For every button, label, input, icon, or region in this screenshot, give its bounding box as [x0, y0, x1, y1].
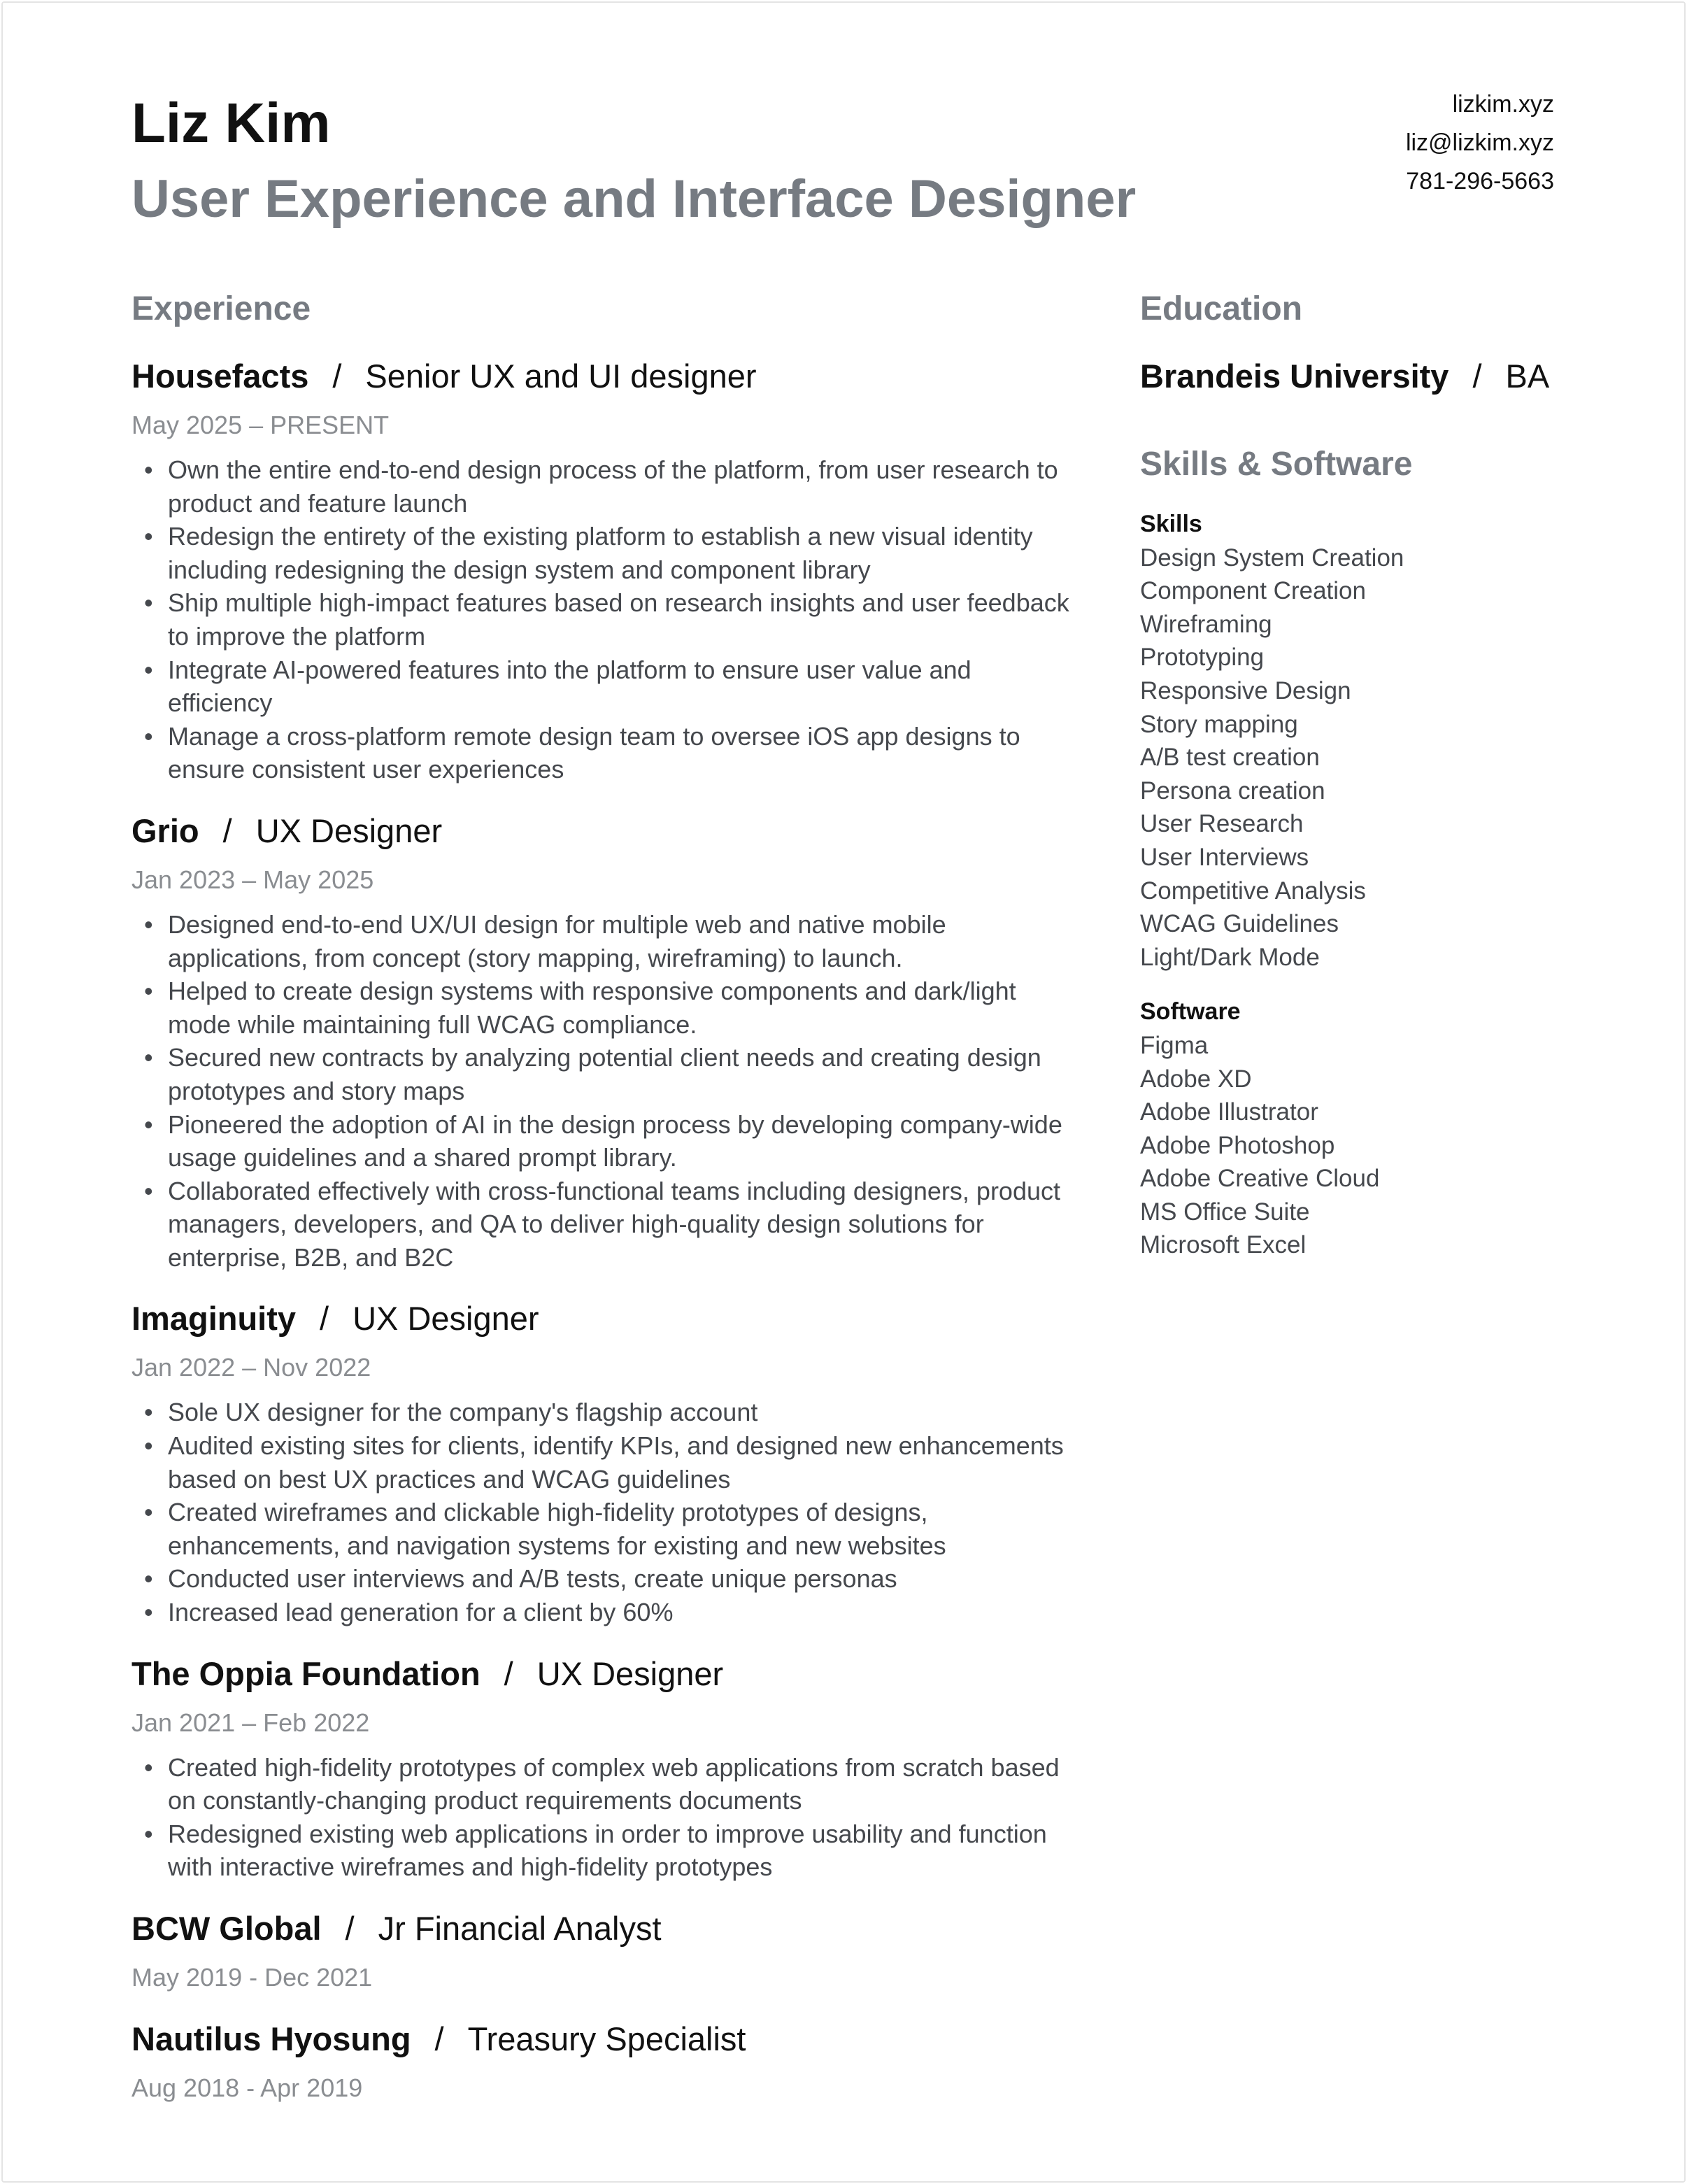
sidebar-column — [1140, 288, 1560, 1262]
software-item: Figma — [1140, 1031, 1209, 1059]
job-heading — [131, 355, 1083, 397]
bullet-item: • Redesigned existing web applications in order to improve usability and function with interactive wireframes and high-fidelity prototypes — [131, 1817, 1083, 1884]
separator: / — [332, 357, 342, 395]
job-dates: Aug 2018 - Apr 2019 — [131, 2073, 363, 2102]
software-item: Adobe Creative Cloud — [1140, 1165, 1380, 1193]
contact-info — [1406, 85, 1554, 201]
skill-item: Prototyping — [1140, 644, 1265, 672]
education-entry — [1140, 355, 1560, 397]
job-dates: Jan 2022 – Nov 2022 — [131, 1353, 371, 1382]
bullet-item: • Audited existing sites for clients, identify KPIs, and designed new enhancements based on best UX practices and WCAG guidelines — [131, 1429, 1083, 1496]
bullet-item: • Manage a cross-platform remote design team to oversee iOS app designs to ensure consistent user experiences — [131, 720, 1083, 786]
job-entry — [131, 1653, 1083, 1884]
job-role: UX Designer — [536, 1654, 724, 1692]
school-name: Brandeis University — [1140, 357, 1449, 395]
bullet-item: • Sole UX designer for the company's flagship account — [131, 1396, 1083, 1429]
bullet-item: • Integrate AI-powered features into the platform to ensure user value and efficiency — [131, 653, 1083, 720]
bullet-item: • Conducted user interviews and A/B tests, create unique personas — [131, 1562, 1083, 1596]
software-item: Adobe XD — [1140, 1065, 1252, 1093]
skill-item: User Interviews — [1140, 843, 1309, 871]
job-heading — [131, 1298, 1083, 1340]
experience-section — [131, 288, 1083, 2105]
software-item: Adobe Photoshop — [1140, 1131, 1335, 1159]
bullet-item: • Redesign the entirety of the existing platform to establish a new visual identity including redesigning the design system and component library — [131, 520, 1083, 586]
separator: / — [504, 1654, 513, 1692]
job-entry — [131, 810, 1083, 1275]
skills-software-heading: Skills & Software — [1140, 446, 1413, 483]
software-item: Adobe Illustrator — [1140, 1098, 1318, 1126]
job-dates: Jan 2023 – May 2025 — [131, 865, 374, 894]
company-name: Housefacts — [131, 357, 309, 395]
skill-item: Component Creation — [1140, 577, 1366, 605]
job-entry — [131, 355, 1083, 786]
skills-list — [1140, 541, 1560, 974]
job-bullets — [131, 453, 1083, 786]
skill-item: Competitive Analysis — [1140, 877, 1366, 905]
job-entry — [131, 1298, 1083, 1629]
skill-item: Design System Creation — [1140, 544, 1404, 572]
skill-item: Persona creation — [1140, 777, 1325, 804]
skill-item: A/B test creation — [1140, 744, 1320, 772]
company-name: The Oppia Foundation — [131, 1654, 481, 1692]
company-name: BCW Global — [131, 1910, 322, 1947]
job-heading — [131, 1653, 1083, 1695]
experience-heading: Experience — [131, 290, 311, 327]
job-entry — [131, 1908, 1083, 1994]
job-role: Senior UX and UI designer — [365, 357, 757, 395]
bullet-item: • Helped to create design systems with responsive components and dark/light mode while maintaining full WCAG compliance. — [131, 974, 1083, 1041]
bullet-item: • Secured new contracts by analyzing potential client needs and creating design prototypes and story maps — [131, 1041, 1083, 1107]
skill-item: Story mapping — [1140, 710, 1298, 738]
job-bullets — [131, 1751, 1083, 1884]
job-dates: May 2025 – PRESENT — [131, 411, 390, 439]
job-role: Treasury Specialist — [467, 2020, 746, 2057]
candidate-name: Liz Kim — [131, 92, 331, 154]
separator: / — [345, 1910, 355, 1947]
bullet-item: • Created wireframes and clickable high-fidelity prototypes of designs, enhancements, and navigation systems for existing and new websites — [131, 1496, 1083, 1562]
skills-label: Skills — [1140, 511, 1202, 537]
job-bullets — [131, 1396, 1083, 1629]
job-heading — [131, 810, 1083, 852]
skill-item: WCAG Guidelines — [1140, 910, 1339, 938]
separator: / — [222, 811, 232, 849]
job-heading — [131, 1908, 1083, 1950]
degree: BA — [1505, 357, 1550, 395]
email-link[interactable]: liz@lizkim.xyz — [1405, 129, 1554, 156]
company-name: Imaginuity — [131, 1300, 297, 1338]
candidate-title: User Experience and Interface Designer — [131, 169, 1137, 229]
company-name: Nautilus Hyosung — [131, 2020, 411, 2057]
separator: / — [434, 2020, 444, 2057]
bullet-item: • Collaborated effectively with cross-functional teams including designers, product managers, developers, and QA to deliver high-quality design solutions for enterprise, B2B, and B2C — [131, 1175, 1083, 1275]
education-heading: Education — [1140, 290, 1303, 327]
software-list — [1140, 1029, 1560, 1262]
bullet-item: • Pioneered the adoption of AI in the design process by developing company-wide usage guidelines and a shared prompt library. — [131, 1108, 1083, 1175]
skill-item: Light/Dark Mode — [1140, 943, 1320, 971]
software-label: Software — [1140, 998, 1241, 1026]
job-heading — [131, 2018, 1083, 2060]
software-item: Microsoft Excel — [1140, 1231, 1307, 1259]
company-name: Grio — [131, 811, 199, 849]
separator: / — [320, 1300, 329, 1338]
bullet-item: • Ship multiple high-impact features based on research insights and user feedback to improve the platform — [131, 586, 1083, 653]
job-role: UX Designer — [353, 1300, 539, 1338]
job-dates: May 2019 - Dec 2021 — [131, 1963, 373, 1992]
job-role: UX Designer — [255, 811, 443, 849]
phone-number: 781-296-5663 — [1406, 168, 1554, 194]
skill-item: Wireframing — [1140, 610, 1272, 638]
software-item: MS Office Suite — [1140, 1198, 1310, 1226]
job-dates: Jan 2021 – Feb 2022 — [131, 1708, 370, 1737]
website-link[interactable]: lizkim.xyz — [1452, 91, 1554, 118]
job-entry — [131, 2018, 1083, 2105]
bullet-item: • Created high-fidelity prototypes of complex web applications from scratch based on constantly-changing product requirements documents — [131, 1751, 1083, 1817]
skill-item: User Research — [1140, 810, 1304, 838]
bullet-item: • Own the entire end-to-end design process of the platform, from user research to product and feature launch — [131, 453, 1083, 520]
skill-item: Responsive Design — [1140, 676, 1351, 704]
bullet-item: • Designed end-to-end UX/UI design for multiple web and native mobile applications, from concept (story mapping, wireframing) to launch. — [131, 908, 1083, 974]
bullet-item: • Increased lead generation for a client by 60% — [131, 1596, 1083, 1629]
job-role: Jr Financial Analyst — [378, 1910, 662, 1947]
separator: / — [1472, 357, 1482, 395]
job-bullets — [131, 908, 1083, 1275]
